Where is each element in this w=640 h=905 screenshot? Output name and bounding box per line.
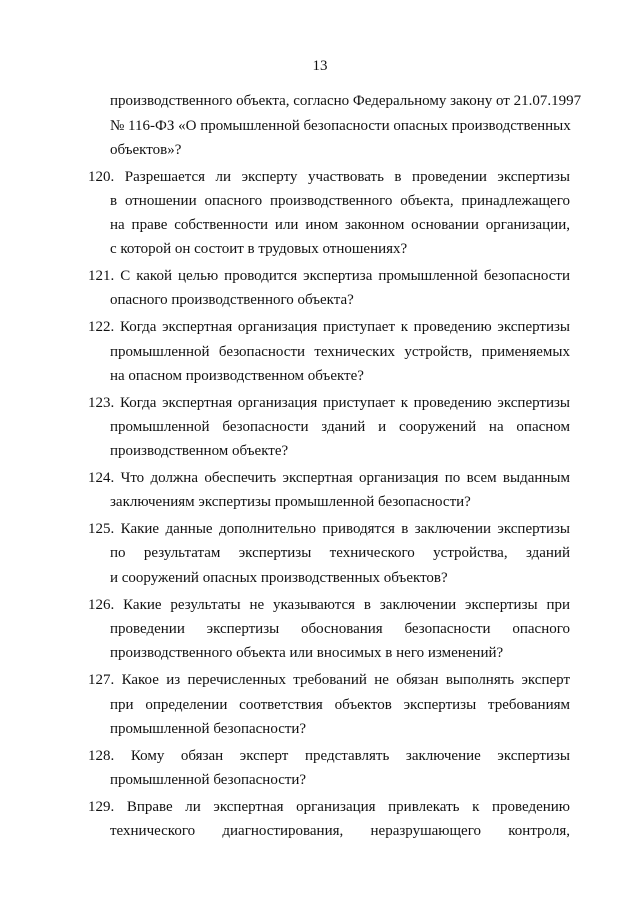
text-line: в отношении опасного производственного объекта, принадлежащего — [110, 193, 570, 209]
text-line: технического диагностирования, неразрушающего контроля, — [110, 823, 570, 839]
text-line: № 116-ФЗ «О промышленной безопасности опасных производственных — [110, 118, 571, 134]
text-line: проведении экспертизы обоснования безопасности опасного — [110, 621, 570, 637]
text-line: опасного производственного объекта? — [110, 292, 354, 308]
question-125-line: 125. Какие данные дополнительно приводятся в заключении экспертизы — [88, 521, 570, 537]
question-121-line: 121. С какой целью проводится экспертиза промышленной безопасности — [88, 268, 570, 284]
question-124-line: 124. Что должна обеспечить экспертная организация по всем выданным — [88, 470, 570, 486]
text-line: с которой он состоит в трудовых отношениях? — [110, 241, 408, 257]
page-number: 13 — [312, 58, 328, 74]
text-line: заключениям экспертизы промышленной безопасности? — [110, 494, 471, 510]
text-line: по результатам экспертизы технического устройства, зданий — [110, 545, 570, 561]
question-129-line: 129. Вправе ли экспертная организация привлекать к проведению — [88, 799, 570, 815]
text-line: промышленной безопасности? — [110, 721, 307, 737]
text-line: промышленной безопасности технических устройств, применяемых — [110, 344, 570, 360]
text-line: на опасном производственном объекте? — [110, 368, 364, 384]
question-126-line: 126. Какие результаты не указываются в заключении экспертизы при — [88, 597, 570, 613]
question-127-line: 127. Какое из перечисленных требований не обязан выполнять эксперт — [88, 672, 570, 688]
text-line: производственного объекта или вносимых в него изменений? — [110, 645, 504, 661]
question-128-line: 128. Кому обязан эксперт представлять заключение экспертизы — [88, 748, 570, 764]
question-122-line: 122. Когда экспертная организация приступает к проведению экспертизы — [88, 319, 570, 335]
text-line: промышленной безопасности? — [110, 772, 307, 788]
text-line: производственного объекта, согласно Федеральному закону от 21.07.1997 — [110, 93, 582, 109]
text-line: промышленной безопасности зданий и сооружений на опасном — [110, 419, 570, 435]
question-123-line: 123. Когда экспертная организация приступает к проведению экспертизы — [88, 395, 570, 411]
text-line: при определении соответствия объектов экспертизы требованиям — [110, 697, 570, 713]
text-line: и сооружений опасных производственных объектов? — [110, 570, 448, 586]
text-line: на праве собственности или ином законном основании организации, — [110, 217, 570, 233]
text-line: объектов»? — [110, 142, 182, 158]
question-120-line: 120. Разрешается ли эксперту участвовать в проведении экспертизы — [88, 169, 570, 185]
text-line: производственном объекте? — [110, 443, 289, 459]
